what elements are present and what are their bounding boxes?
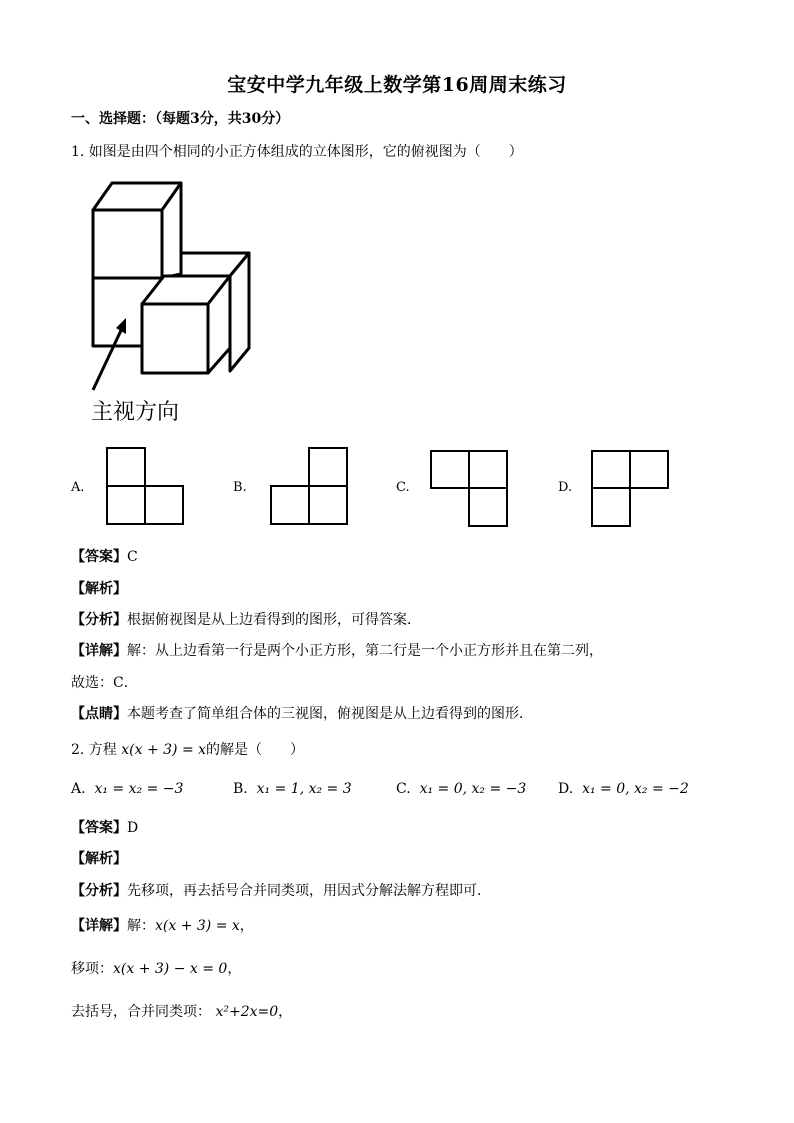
q1-choose: 故选：C．: [71, 675, 138, 691]
q2-answer-tag: 【答案】: [71, 820, 127, 836]
q2-fenxi-tag: 【分析】: [71, 883, 127, 899]
q2-fenxi: 先移项，再去括号合并同类项，用因式分解法解方程即可．: [127, 883, 491, 899]
q1-fenxi: 根据俯视图是从上边看得到的图形，可得答案．: [127, 612, 421, 628]
q2-stem-suffix: 的解是（ ）: [206, 742, 305, 758]
q2-yixiang-prefix: 移项：: [71, 961, 113, 977]
q2-xiangjie-tag: 【详解】: [71, 918, 127, 934]
q1-xiangjie-row: [71, 640, 603, 660]
q1-xiangjie-tag: 【详解】: [71, 643, 127, 659]
q2-qukuohao-suffix: ，: [278, 1004, 293, 1020]
q2-stem-row: [71, 739, 304, 759]
q1-fenxi-tag: 【分析】: [71, 612, 127, 628]
q2-xiangjie-prefix: 解：: [127, 918, 155, 934]
q2-yixiang-suffix: ，: [227, 961, 242, 977]
q2-option-b: [233, 781, 352, 797]
q1-dianjing-row: [71, 703, 533, 723]
q1-fenxi-row: [71, 609, 421, 629]
q1-stem: 1. 如图是由四个相同的小正方体组成的立体图形，它的俯视图为（ ）: [71, 144, 523, 160]
q2-option-c: [396, 781, 526, 797]
q1-xiangjie: 解：从上边看第一行是两个小正方形，第二行是一个小正方形并且在第二列，: [127, 643, 603, 659]
q2-xiangjie-suffix: ，: [239, 918, 254, 934]
q2-fenxi-row: [71, 880, 491, 900]
q1-option-c-figure: [430, 450, 510, 528]
q1-answer-tag: 【答案】: [71, 549, 127, 565]
q2-xiangjie-row: [71, 915, 254, 935]
q2-stem-prefix: 2. 方程: [71, 742, 117, 758]
q2-option-c-math: x₁ = 0, x₂ = −3: [419, 781, 527, 797]
q1-option-a-figure: [106, 447, 186, 527]
q2-answer: D: [127, 820, 139, 836]
q1-answer: C: [127, 549, 138, 565]
q2-option-d-math: x₁ = 0, x₂ = −2: [582, 781, 689, 797]
q1-option-d-figure: [591, 450, 671, 528]
q1-analysis-tag: 【解析】: [71, 581, 127, 597]
q2-analysis-tag: 【解析】: [71, 851, 127, 867]
section-heading: 一、选择题：（每题3分，共30分）: [71, 111, 290, 127]
q2-option-b-label: B.: [233, 781, 248, 797]
q2-stem-equation: x(x + 3) = x: [121, 742, 207, 758]
q1-option-b-label: B.: [233, 480, 247, 495]
q1-option-b-figure: [270, 447, 350, 527]
q2-yixiang-equation: x(x + 3) − x = 0: [113, 961, 228, 977]
q1-dianjing-tag: 【点睛】: [71, 706, 127, 722]
q2-option-a-label: A.: [71, 781, 86, 797]
q2-option-a: [71, 781, 183, 797]
q2-qukuohao-row: [71, 1001, 292, 1021]
q2-option-c-label: C.: [396, 781, 411, 797]
q2-xiangjie-equation: x(x + 3) = x: [155, 918, 240, 934]
figure-caption: 主视方向: [91, 400, 180, 425]
q2-answer-row: [71, 817, 138, 837]
q2-yixiang-row: [71, 958, 241, 978]
q2-option-d: [558, 781, 689, 797]
q1-option-c-label: C.: [396, 480, 410, 495]
q1-dianjing: 本题考查了简单组合体的三视图，俯视图是从上边看得到的图形．: [127, 706, 533, 722]
q1-answer-row: [71, 546, 138, 566]
q2-option-a-math: x₁ = x₂ = −3: [94, 781, 184, 797]
q2-option-d-label: D.: [558, 781, 574, 797]
q2-option-b-math: x₁ = 1, x₂ = 3: [256, 781, 352, 797]
q1-option-a-label: A.: [71, 480, 85, 495]
q2-qukuohao-equation: x²+2x=0: [215, 1004, 279, 1020]
page-title: 宝安中学九年级上数学第16周周末练习: [227, 74, 567, 96]
q1-cube-figure: [80, 178, 270, 428]
q2-qukuohao-prefix: 去括号，合并同类项：: [71, 1004, 211, 1020]
q1-option-d-label: D.: [558, 480, 573, 495]
